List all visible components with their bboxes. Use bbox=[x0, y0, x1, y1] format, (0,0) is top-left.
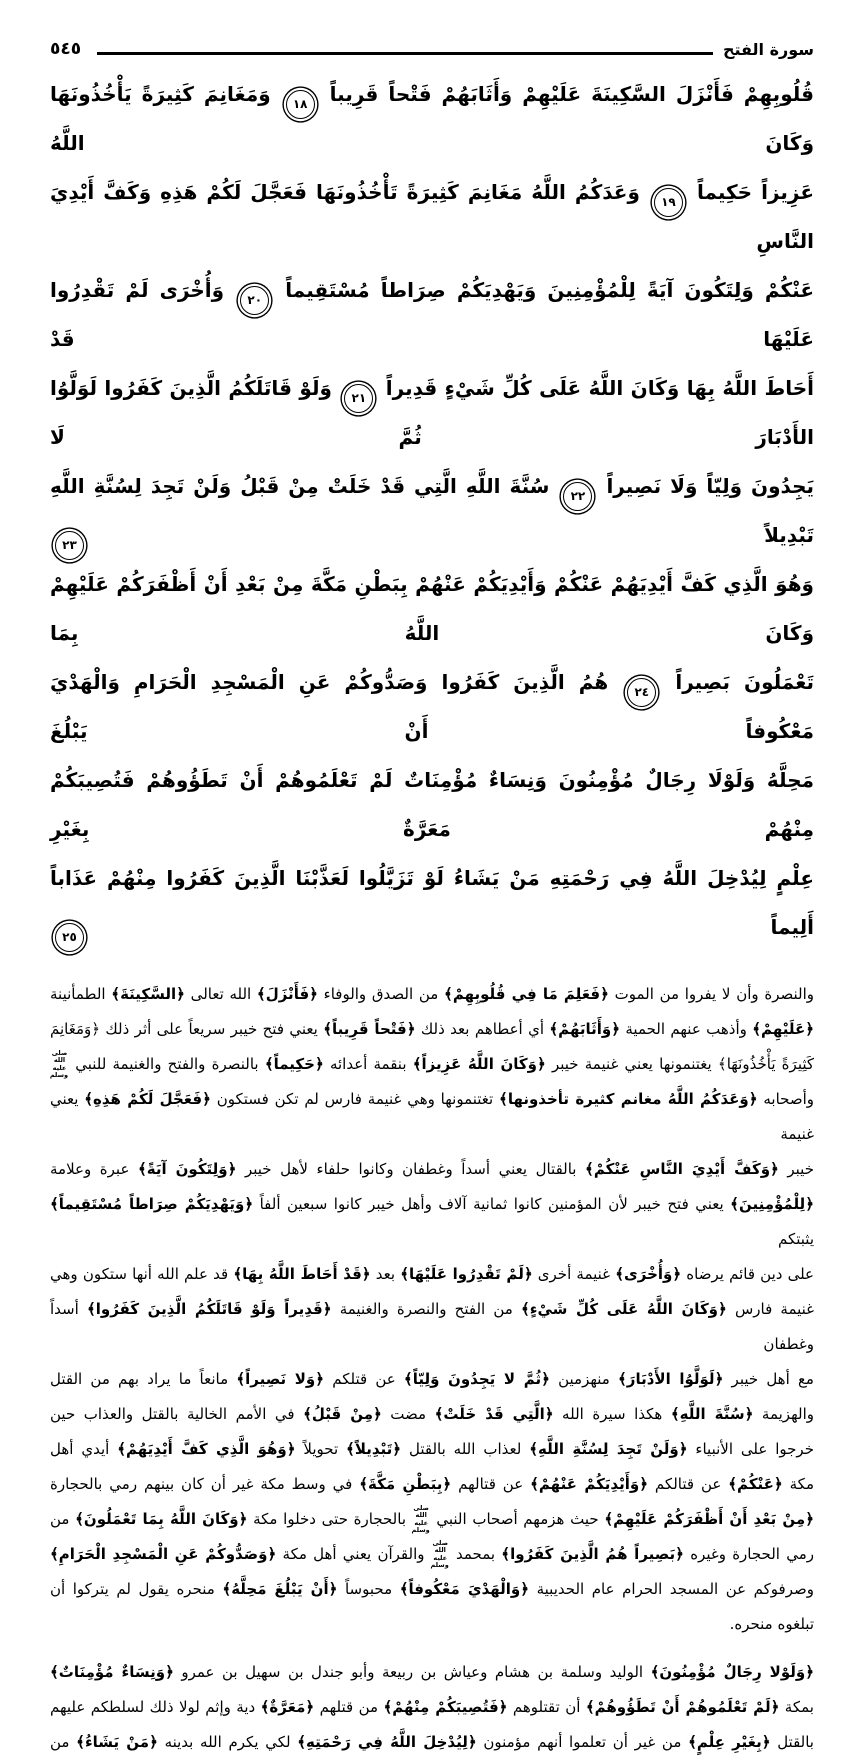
quran-quote: ﴿أَنْ يَبْلُغَ مَحِلَّهُ﴾ bbox=[222, 1580, 338, 1598]
quran-quote: ﴿وَلا نَصِيراً﴾ bbox=[236, 1370, 325, 1388]
quran-text-segment: يَجِدُونَ وَلِيّاً وَلَا نَصِيراً bbox=[606, 474, 815, 498]
ayah-number-medallion: ٢٣ bbox=[55, 531, 84, 560]
tafsir-line: كَثِيرَةً يَأْخُذُونَهَا﴾ يغتنمونها يعني غنيمة خيبر ﴿وَكَانَ اللَّهُ عَزِيزاً﴾ بنقمة أعدائه ﴿حَكِيماً﴾ بالنصرة والفتح والغنيمة للنبي صلى الله عليه وسلم bbox=[49, 1048, 815, 1079]
ayah-number-medallion: ٢٢ bbox=[563, 482, 592, 511]
ayah-number-medallion: ٢٥ bbox=[55, 923, 84, 952]
quran-quote: ﴿فَتُصِيبَكُمْ مِنْهُمْ﴾ bbox=[383, 1698, 508, 1716]
header-rule bbox=[97, 52, 713, 55]
tafsir-commentary-block bbox=[50, 977, 814, 1760]
quran-quote: ﴿مَنْ يَشَاءُ﴾ bbox=[76, 1733, 158, 1751]
quran-text-segment: عَنْكُمْ وَلِتَكُونَ آيَةً لِلْمُؤْمِنِينَ وَيَهْدِيَكُمْ صِرَاطاً مُسْتَقِيماً bbox=[285, 278, 814, 302]
quran-quote: ﴿وَعَدَكُمُ اللَّهُ مغانم كثيرة تأخذونها﴾ bbox=[499, 1090, 758, 1108]
tafsir-paragraph bbox=[50, 1655, 814, 1760]
quran-quote: ﴿ثُمَّ لا يَجِدُونَ وَلِيّاً﴾ bbox=[403, 1370, 550, 1388]
quran-text-segment: قُلُوبِهِمْ فَأَنْزَلَ السَّكِينَةَ عَلَيْهِمْ وَأَثَابَهُمْ فَتْحاً قَرِيباً bbox=[329, 82, 814, 106]
tafsir-line: وصرفوكم عن المسجد الحرام عام الحديبية ﴿وَالْهَدْيَ مَعْكُوفاً﴾ محبوساً ﴿أَنْ يَبْلُغَ مَحِلَّهُ﴾ منحره يقول لم يتركوا أن bbox=[50, 1580, 814, 1598]
quran-line bbox=[50, 266, 814, 364]
quran-quote: ﴿مِنْ قَبْلُ﴾ bbox=[303, 1405, 382, 1423]
pbuh-ligature: صلى الله عليه وسلم bbox=[49, 1048, 68, 1079]
quran-quote: ﴿فَعَجَّلَ لَكُمْ هَذِهِ﴾ bbox=[84, 1090, 211, 1108]
quran-line bbox=[50, 560, 814, 658]
quran-quote: ﴿لَمْ تَعْلَمُوهُمْ أَنْ تَطَؤُوهُمْ﴾ bbox=[585, 1698, 780, 1716]
quran-line bbox=[50, 462, 814, 560]
tafsir-line: ﴿مِنْ بَعْدِ أَنْ أَظْفَرَكُمْ عَلَيْهِمْ﴾ حيث هزمهم أصحاب النبي صلى الله عليه وسلم بالحجارة حتى دخلوا مكة ﴿وَكَانَ اللَّهُ بِمَا تَعْمَلُونَ﴾ من bbox=[50, 1503, 814, 1534]
tafsir-line: تبلغوه منحره. bbox=[729, 1615, 814, 1633]
quran-quote: ﴿وَهُوَ الَّذِي كَفَّ أَيْدِيَهُمْ﴾ bbox=[117, 1440, 296, 1458]
quran-quote: ﴿وَأَيْدِيَكُمْ عَنْهُمْ﴾ bbox=[530, 1475, 648, 1493]
quran-text-segment: وَعَدَكُمُ اللَّهُ مَغَانِمَ كَثِيرَةً تَأْخُذُونَهَا فَعَجَّلَ لَكُمْ هَذِهِ وَكَفَّ أَيْدِيَ النَّاسِ bbox=[50, 180, 814, 253]
quran-quote: ﴿وَكَانَ اللَّهُ عَزِيزاً﴾ bbox=[412, 1055, 546, 1073]
tafsir-line: والهزيمة ﴿سُنَّةَ اللَّهِ﴾ هكذا سيرة الله ﴿الَّتِي قَدْ خَلَتْ﴾ مضت ﴿مِنْ قَبْلُ﴾ في الأمم الخالية بالقتل والعذاب حين bbox=[50, 1405, 814, 1423]
quran-quote: ﴿وَكَانَ اللَّهُ بِمَا تَعْمَلُونَ﴾ bbox=[75, 1510, 248, 1528]
tafsir-line: على دين قائم يرضاه ﴿وَأُخْرَى﴾ غنيمة أخرى ﴿لَمْ تَقْدِرُوا عَلَيْهَا﴾ بعد ﴿قَدْ أَحَاطَ اللَّهُ بِهَا﴾ قد علم الله أنها ستكون وهي bbox=[50, 1265, 815, 1283]
tafsir-line: رمي الحجارة وغيره ﴿بَصِيراً هُمُ الَّذِينَ كَفَرُوا﴾ بمحمد صلى الله عليه وسلم والقرآن يعني أهل مكة ﴿وَصَدُّوكُمْ عَنِ الْمَسْجِدِ الْحَرَامِ﴾ bbox=[50, 1538, 814, 1569]
page-number: ٥٤٥ bbox=[50, 39, 82, 59]
tafsir-line: والنصرة وأن لا يفروا من الموت ﴿فَعَلِمَ مَا فِي قُلُوبِهِمْ﴾ من الصدق والوفاء ﴿فَأَنْزَلَ﴾ الله تعالى ﴿السَّكِينَةَ﴾ الطمأنينة bbox=[50, 985, 814, 1003]
quran-quote: ﴿وَأُخْرَى﴾ bbox=[615, 1265, 682, 1283]
ayah-number-medallion: ٢٠ bbox=[240, 286, 269, 315]
tafsir-line: وأصحابه ﴿وَعَدَكُمُ اللَّهُ مغانم كثيرة تأخذونها﴾ تغتنمونها وهي غنيمة فارس لم تكن فستكون ﴿فَعَجَّلَ لَكُمْ هَذِهِ﴾ يعني غنيمة bbox=[50, 1090, 814, 1143]
quran-quote: ﴿وَصَدُّوكُمْ عَنِ الْمَسْجِدِ الْحَرَامِ﴾ bbox=[50, 1545, 277, 1563]
quran-quote: ﴿قَدِيراً وَلَوْ قَاتَلَكُمُ الَّذِينَ كَفَرُوا﴾ bbox=[86, 1300, 332, 1318]
tafsir-line: ﴿عَلَيْهِمْ﴾ وأذهب عنهم الحمية ﴿وَأَثَابَهُمْ﴾ أي أعطاهم بعد ذلك ﴿فَتْحاً قَرِيباً﴾ يعني فتح خيبر سريعاً على أثر ذلك ﴿وَمَغَانِمَ bbox=[50, 1020, 815, 1038]
quran-text-segment: وَلَوْ قَاتَلَكُمُ الَّذِينَ كَفَرُوا لَوَلَّوُا الأَدْبَارَ ثُمَّ لَا bbox=[50, 376, 814, 449]
quran-line bbox=[50, 756, 814, 854]
tafsir-line: بمكة ﴿لَمْ تَعْلَمُوهُمْ أَنْ تَطَؤُوهُمْ﴾ أن تقتلوهم ﴿فَتُصِيبَكُمْ مِنْهُمْ﴾ من قتلهم ﴿مَعَرَّةٌ﴾ دية وإثم لولا ذلك لسلطكم عليهم bbox=[50, 1698, 814, 1716]
quran-quote: ﴿مِنْ بَعْدِ أَنْ أَظْفَرَكُمْ عَلَيْهِمْ﴾ bbox=[604, 1510, 814, 1528]
quran-quote: ﴿سُنَّةَ اللَّهِ﴾ bbox=[670, 1405, 754, 1423]
quran-text-segment: هُمُ الَّذِينَ كَفَرُوا وَصَدُّوكُمْ عَنِ الْمَسْجِدِ الْحَرَامِ وَالْهَدْيَ مَعْكُوفاً أَنْ يَبْلُغَ bbox=[50, 670, 814, 743]
quran-quote: ﴿لَوَلَّوُا الأَدْبَارَ﴾ bbox=[618, 1370, 724, 1388]
tafsir-line: خرجوا على الأنبياء ﴿وَلَنْ تَجِدَ لِسُنَّةِ اللَّهِ﴾ لعذاب الله بالقتل ﴿تَبْدِيلاً﴾ تحويلاً ﴿وَهُوَ الَّذِي كَفَّ أَيْدِيَهُمْ﴾ أيدي أهل bbox=[50, 1440, 814, 1458]
quran-quote: ﴿وَأَثَابَهُمْ﴾ bbox=[549, 1020, 620, 1038]
quran-line bbox=[50, 168, 814, 266]
page-header bbox=[50, 28, 814, 58]
quran-line bbox=[50, 854, 814, 952]
quran-quote: ﴿مَعَرَّةٌ﴾ bbox=[260, 1698, 315, 1716]
surah-title: سورة الفتح bbox=[722, 40, 814, 59]
quran-line bbox=[50, 658, 814, 756]
quran-text-segment: مَحِلَّهُ وَلَوْلَا رِجَالٌ مُؤْمِنُونَ وَنِسَاءٌ مُؤْمِنَاتٌ لَمْ تَعْلَمُوهُمْ أَنْ تَطَؤُوهُمْ فَتُصِيبَكُمْ مِنْهُمْ مَعَرَّةٌ بِغَيْرِ bbox=[50, 768, 814, 841]
quran-quote: ﴿فَتْحاً قَرِيباً﴾ bbox=[323, 1020, 416, 1038]
pbuh-ligature: صلى الله عليه وسلم bbox=[411, 1503, 430, 1534]
quran-line bbox=[50, 364, 814, 462]
ayah-number-medallion: ٢١ bbox=[344, 384, 373, 413]
quran-quote: ﴿وَكَفَّ أَيْدِيَ النَّاسِ عَنْكُمْ﴾ bbox=[585, 1160, 779, 1178]
tafsir-paragraph bbox=[50, 977, 814, 1642]
quran-quote: ﴿وَلِتَكُونَ آيَةً﴾ bbox=[137, 1160, 237, 1178]
quran-quote: ﴿وَلَنْ تَجِدَ لِسُنَّةِ اللَّهِ﴾ bbox=[529, 1440, 688, 1458]
quran-text-segment: عَزِيزاً حَكِيماً bbox=[696, 180, 815, 204]
tafsir-line: بالقتل ﴿بِغَيْرِ عِلْمٍ﴾ من غير أن تعلموا أنهم مؤمنون ﴿لِيُدْخِلَ اللَّهُ فِي رَحْمَتِهِ﴾ لكي يكرم الله بدينه ﴿مَنْ يَشَاءُ﴾ من bbox=[50, 1733, 814, 1751]
tafsir-line: مكة ﴿عَنْكُمْ﴾ عن قتالكم ﴿وَأَيْدِيَكُمْ عَنْهُمْ﴾ عن قتالهم ﴿بِبَطْنِ مَكَّةَ﴾ في وسط مكة غير أن كان بينهم رمي بالحجارة bbox=[50, 1475, 814, 1493]
ayah-number-medallion: ٢٤ bbox=[627, 678, 656, 707]
tafsir-line: ﴿لِلْمُؤْمِنِينَ﴾ يعني فتح خيبر لأن المؤمنين كانوا ثمانية آلاف وأهل خيبر كانوا سبعين ألفاً ﴿وَيَهْدِيَكُمْ صِرَاطاً مُسْتَقِيماً﴾ يثبتكم bbox=[50, 1195, 814, 1248]
tafsir-line: مع أهل خيبر ﴿لَوَلَّوُا الأَدْبَارَ﴾ منهزمين ﴿ثُمَّ لا يَجِدُونَ وَلِيّاً﴾ عن قتلكم ﴿وَلا نَصِيراً﴾ مانعاً ما يراد بهم من القتل bbox=[50, 1370, 814, 1388]
quran-quote: ﴿عَلَيْهِمْ﴾ bbox=[752, 1020, 815, 1038]
quran-text-segment: وَأُخْرَى لَمْ تَقْدِرُوا عَلَيْهَا قَدْ bbox=[50, 278, 814, 351]
quran-quote: ﴿لِلْمُؤْمِنِينَ﴾ bbox=[730, 1195, 814, 1213]
quran-quote: ﴿الَّتِي قَدْ خَلَتْ﴾ bbox=[434, 1405, 554, 1423]
quran-quote: ﴿بِبَطْنِ مَكَّةَ﴾ bbox=[359, 1475, 452, 1493]
quran-quote: ﴿وَلَوْلا رِجَالٌ مُؤْمِنُونَ﴾ bbox=[650, 1663, 814, 1681]
quran-quote: ﴿قَدْ أَحَاطَ اللَّهُ بِهَا﴾ bbox=[233, 1265, 371, 1283]
quran-quote: ﴿بِغَيْرِ عِلْمٍ﴾ bbox=[688, 1733, 771, 1751]
quran-text-segment: وَهُوَ الَّذِي كَفَّ أَيْدِيَهُمْ عَنْكُمْ وَأَيْدِيَكُمْ عَنْهُمْ بِبَطْنِ مَكَّةَ مِنْ بَعْدِ أَنْ أَظْفَرَكُمْ عَلَيْهِمْ وَكَانَ اللَّهُ بِمَا bbox=[50, 572, 814, 645]
quran-quote: ﴿حَكِيماً﴾ bbox=[264, 1055, 324, 1073]
quran-quote: ﴿فَعَلِمَ مَا فِي قُلُوبِهِمْ﴾ bbox=[444, 985, 609, 1003]
quran-quote: ﴿لِيُدْخِلَ اللَّهُ فِي رَحْمَتِهِ﴾ bbox=[297, 1733, 477, 1751]
quran-line bbox=[50, 70, 814, 168]
tafsir-line: خيبر ﴿وَكَفَّ أَيْدِيَ النَّاسِ عَنْكُمْ﴾ بالقتال يعني أسداً وغطفان وكانوا حلفاء لأهل خيبر ﴿وَلِتَكُونَ آيَةً﴾ عبرة وعلامة bbox=[50, 1160, 814, 1178]
quran-quote: ﴿لَمْ تَقْدِرُوا عَلَيْهَا﴾ bbox=[400, 1265, 533, 1283]
quran-quote: ﴿بَصِيراً هُمُ الَّذِينَ كَفَرُوا﴾ bbox=[501, 1545, 684, 1563]
quran-text-segment: تَعْمَلُونَ بَصِيراً bbox=[675, 670, 815, 694]
quran-verses-block bbox=[50, 70, 814, 952]
quran-quote: ﴿وَيَهْدِيَكُمْ صِرَاطاً مُسْتَقِيماً﴾ bbox=[50, 1195, 254, 1213]
quran-quote: ﴿فَأَنْزَلَ﴾ bbox=[256, 985, 318, 1003]
tafsir-line: غنيمة فارس ﴿وَكَانَ اللَّهُ عَلَى كُلِّ شَيْءٍ﴾ من الفتح والنصرة والغنيمة ﴿قَدِيراً وَلَوْ قَاتَلَكُمُ الَّذِينَ كَفَرُوا﴾ أسداً وغطفان bbox=[50, 1300, 815, 1353]
quran-text-segment: سُنَّةَ اللَّهِ الَّتِي قَدْ خَلَتْ مِنْ قَبْلُ وَلَنْ تَجِدَ لِسُنَّةِ اللَّهِ تَبْدِيلاً bbox=[50, 474, 814, 547]
pbuh-ligature: صلى الله عليه وسلم bbox=[430, 1538, 449, 1569]
quran-text-segment: وَمَغَانِمَ كَثِيرَةً يَأْخُذُونَهَا وَكَانَ اللَّهُ bbox=[50, 82, 814, 155]
quran-quote: ﴿عَنْكُمْ﴾ bbox=[728, 1475, 783, 1493]
ayah-number-medallion: ١٩ bbox=[654, 188, 683, 217]
quran-quote: ﴿تَبْدِيلاً﴾ bbox=[346, 1440, 402, 1458]
quran-text-segment: عِلْمٍ لِيُدْخِلَ اللَّهُ فِي رَحْمَتِهِ مَنْ يَشَاءُ لَوْ تَزَيَّلُوا لَعَذَّبْنَا الَّذِينَ كَفَرُوا مِنْهُمْ عَذَاباً أَلِيماً bbox=[50, 866, 814, 939]
tafsir-line: ﴿وَلَوْلا رِجَالٌ مُؤْمِنُونَ﴾ الوليد وسلمة بن هشام وعياش بن ربيعة وأبو جندل بن سهيل بن عمرو ﴿وَنِسَاءٌ مُؤْمِنَاتٌ﴾ bbox=[50, 1663, 814, 1681]
quran-text-segment: أَحَاطَ اللَّهُ بِهَا وَكَانَ اللَّهُ عَلَى كُلِّ شَيْءٍ قَدِيراً bbox=[385, 376, 815, 400]
quran-quote: ﴿السَّكِينَةَ﴾ bbox=[111, 985, 185, 1003]
quran-quote: ﴿وَالْهَدْيَ مَعْكُوفاً﴾ bbox=[399, 1580, 530, 1598]
quran-quote: ﴿وَنِسَاءٌ مُؤْمِنَاتٌ﴾ bbox=[50, 1663, 174, 1681]
ayah-number-medallion: ١٨ bbox=[286, 90, 315, 119]
quran-quote: ﴿وَكَانَ اللَّهُ عَلَى كُلِّ شَيْءٍ﴾ bbox=[521, 1300, 727, 1318]
